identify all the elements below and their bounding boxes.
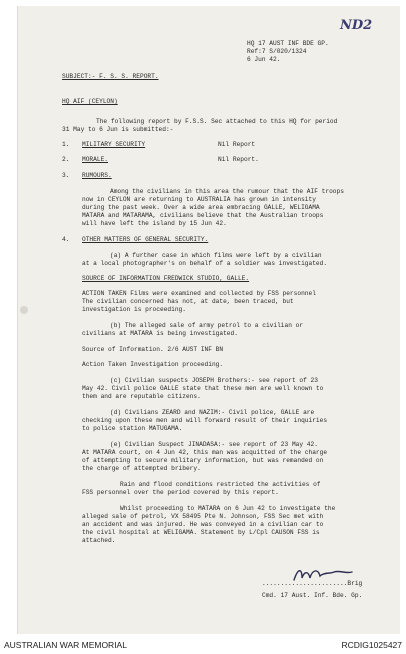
item-number: 1. (62, 141, 70, 148)
action-taken-line: ACTION TAKEN Films were examined and collected by FSS personnel (82, 290, 316, 297)
action-taken-line: The civilian concerned has not, at date, been traced, but (82, 298, 294, 305)
para-a-line: (a) A further case in which films were left by a civilian (110, 252, 322, 259)
action-taken-line: investigation is proceeding. (82, 306, 186, 313)
para-b-line: (b) The alleged sale of army petrol to a civilian or (110, 322, 304, 329)
intro-line-2: 31 May to 6 Jun is submitted:- (62, 126, 174, 133)
whilst-line: alleged sale of petrol, VX 58495 Pte N. Johnson, FSS Sec met with (82, 513, 324, 520)
item-value: Nil Report. (218, 156, 259, 163)
signature-title: Cmd. 17 Aust. Inf. Bde. Gp. (262, 592, 363, 599)
addressee: HQ AIF (CEYLON) (62, 98, 118, 105)
handwritten-annotation: ND2 (340, 18, 373, 33)
para-e-line: (e) Civilian Suspect JINADASA:- see report of 23 May 42. (110, 441, 318, 448)
archive-footer (0, 636, 406, 654)
archive-name: AUSTRALIAN WAR MEMORIAL (4, 640, 127, 650)
header-line-3: 6 Jun 42. (247, 56, 281, 63)
item-label: RUMOURS. (82, 172, 112, 179)
item-label: OTHER MATTERS OF GENERAL SECURITY. (82, 236, 209, 243)
para-d-line: (d) Civilians ZEARD and NAZIM:- Civil police, GALLE are (110, 409, 315, 416)
source-of-information: SOURCE OF INFORMATION FREDWICK STUDIO, GALLE. (82, 275, 250, 282)
item-number: 4. (62, 236, 70, 243)
whilst-line: attached. (82, 537, 116, 544)
para-c-line: (c) Civilian suspects JOSEPH Brothers:- see report of 23 (110, 377, 318, 384)
signature-line: .......................Brig (262, 580, 363, 587)
record-id: RCDIG1025427 (341, 640, 402, 650)
rain-line: FSS personnel over the period covered by this report. (82, 489, 279, 496)
punch-hole (20, 306, 28, 314)
rumours-line: now in CEYLON are returning to AUSTRALIA has grown in intensity (82, 196, 316, 203)
action-taken: Action Taken Investigation proceeding. (82, 361, 224, 368)
item-number: 2. (62, 156, 70, 163)
whilst-line: an accident and was injured. He was conveyed in a civilian car to (82, 521, 324, 528)
item-label: MORALE. (82, 156, 108, 163)
rumours-line: MATARA and MATARAMA, civilians believe that the Australian troops (82, 212, 324, 219)
para-e-line: At MATARA court, on 4 Jun 42, this man was acquitted of the charge (82, 449, 328, 456)
item-number: 3. (62, 172, 70, 179)
para-e-line: of attempting to secure military information, but was remanded on (82, 457, 324, 464)
source-of-information: Source of Information. 2/6 AUST INF BN (82, 346, 224, 353)
rumours-line: will have left the island by 15 Jun 42. (82, 220, 227, 227)
item-value: Nil Report (218, 141, 256, 148)
para-c-line: them and are reputable citizens. (82, 393, 201, 400)
para-d-line: to police station MATUGAMA. (82, 425, 183, 432)
item-label: MILITARY SECURITY (82, 141, 146, 148)
whilst-line: the civil hospital at WELIGAMA. Statement by L/Cpl CAUSON FSS is (82, 529, 320, 536)
header-line-1: HQ 17 AUST INF BDE GP. (247, 40, 329, 47)
subject-line: SUBJECT:- F. S. S. REPORT. (62, 73, 159, 80)
rain-line: Rain and flood conditions restricted the activities of (120, 481, 321, 488)
rumours-line: during the past week. Over a wide area embracing GALLE, WELIGAMA (82, 204, 320, 211)
handwritten-signature (290, 566, 360, 586)
whilst-line: Whilst proceeding to MATARA on 6 Jun 42 to investigate the (120, 505, 336, 512)
para-b-line: civilians at MATARA is being investigated. (82, 330, 238, 337)
rumours-line: Among the civilians in this area the rumour that the AIF troops (110, 188, 344, 195)
intro-line-1: The following report by F.S.S. Sec attached to this HQ for period (96, 118, 338, 125)
para-d-line: checking upon these men and will forward result of their inquiries (82, 417, 328, 424)
para-e-line: the charge of attempted bribery. (82, 465, 201, 472)
para-c-line: May 42. Civil police GALLE state that these men are well known to (82, 385, 324, 392)
header-line-2: Ref:7 S/020/1324 (247, 48, 307, 55)
para-a-line: at a local photographer's on behalf of a soldier was investigated. (82, 260, 328, 267)
